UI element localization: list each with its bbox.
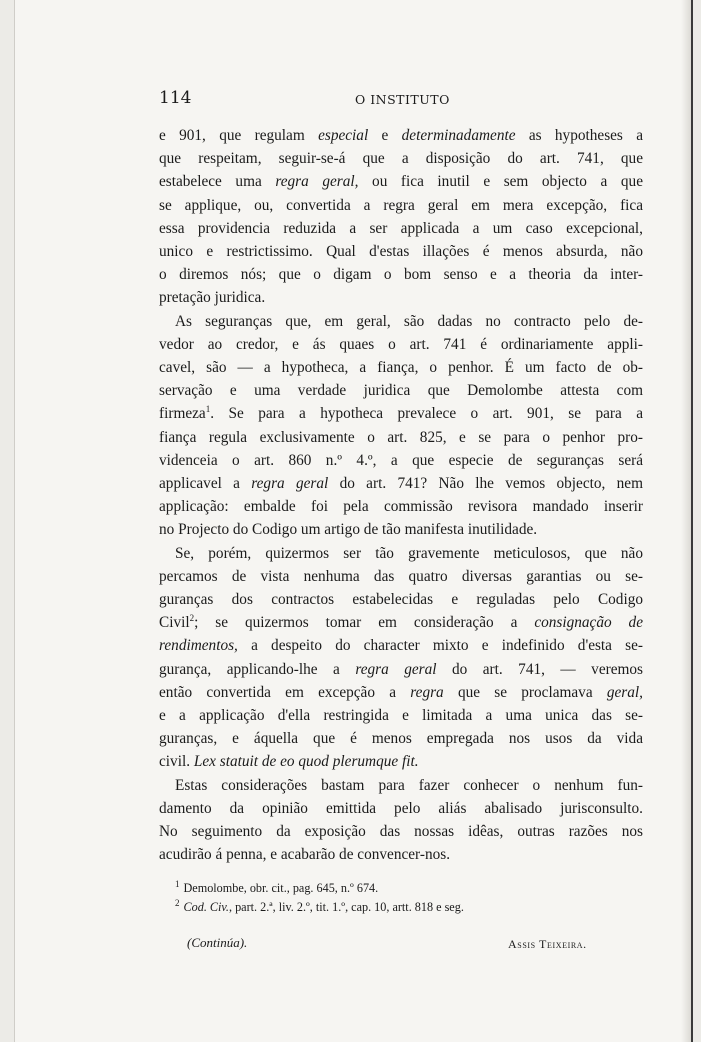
text-run: applicavel a [159,475,252,493]
text-run: as hypotheses a [515,127,644,144]
text-run: vedor ao credor, e ás quaes o art. 741 é ordinariamente appli- [159,335,643,353]
text-line [159,797,643,820]
text-line [159,588,643,611]
running-title: O INSTITUTO [355,92,450,107]
text-run: Demolombe, obr. cit., pag. 645, n.º 674. [183,881,379,895]
text-run: a despeito do character mixto e indefinido d'esta se- [237,637,643,655]
text-run: e 901, que regulam [159,127,319,144]
text-line [159,472,643,495]
text-run: estabelece uma [159,173,276,191]
text-run: videnceia o art. 860 n.º 4.º, a que especie de seguranças será [159,451,643,469]
text-run: no Projecto do Codigo um artigo de tão manifesta inutilidade. [159,521,538,539]
running-head [15,88,691,112]
text-line [159,356,643,379]
text-run: Cod. Civ. [183,900,229,914]
text-run: 1 [205,404,211,415]
text-run: rendimentos, [159,637,238,655]
text-line [159,518,643,541]
text-line [159,449,643,472]
text-run: No seguimento da exposição das nossas idêas, outras razões nos [159,823,643,841]
text-line [159,634,643,657]
text-line [159,217,643,240]
book-page [14,0,693,1042]
text-run: que respeitam, seguir-se-á que a disposição do art. 741, que [159,150,643,168]
text-line [159,240,643,263]
text-run: do art. 741? Não lhe vemos objecto, nem [328,475,643,493]
footnotes [175,879,645,917]
text-line [159,542,643,565]
text-line [159,263,643,286]
text-run: ou fica inutil e sem objecto a que [358,173,643,191]
text-line [159,565,643,588]
text-line [159,820,643,843]
text-run: Estas considerações bastam para fazer conhecer o nenhum fun- [175,776,643,794]
text-run: 2 [189,613,195,624]
text-run: Civil [159,614,190,632]
text-line [159,495,643,518]
author-signature: Assis Teixeira. [508,937,587,951]
text-run: regra [410,683,444,701]
text-run: Lex statuit de eo quod plerumque fit. [193,753,419,771]
text-run: guranças, e áquella que é menos empregada nos usos da vida [159,730,643,748]
text-line [159,750,643,773]
text-run: guranças dos contractos estabelecidas e reguladas pelo Codigo [159,591,643,609]
text-line [159,124,643,147]
body-text [159,124,643,867]
text-run: As seguranças que, em geral, são dadas no contracto pelo de- [175,312,643,330]
text-run: . Se para a hypotheca prevalece o art. 901, se para a [210,405,643,423]
text-line [159,194,643,217]
text-run: ; se quizermos tomar em consideração a [194,614,535,632]
text-line [159,170,643,193]
text-run: cavel, são — a hypotheca, a fiança, o penhor. É um facto de ob- [159,359,643,377]
page-edge-shadow [681,0,691,1042]
text-line [159,147,643,170]
text-line [159,681,643,704]
footnote-mark: 1 [175,878,180,889]
text-run: , part. 2.ª, liv. 2.º, tit. 1.º, cap. 10, artt. 818 e seg. [228,900,464,914]
text-run: consignação de [534,614,643,632]
text-run: civil. [159,753,194,771]
text-run: então convertida em excepção a [159,683,411,701]
text-line [159,704,643,727]
text-line [159,286,643,309]
footnote [175,879,645,898]
text-run: o diremos nós; que o digam o bom senso e a theoria da inter- [159,266,643,284]
text-line [159,727,643,750]
text-run: do art. 741, — veremos [436,660,643,678]
footnote [175,898,645,917]
text-run: e a applicação d'ella restringida e limitada a uma unica das se- [159,707,643,725]
text-run: geral, [606,683,643,701]
page-number: 114 [159,88,192,108]
text-run: gurança, applicando-lhe a [159,660,356,678]
text-run: acudirão á penna, e acabarão de convencer-nos. [159,846,451,864]
text-line [159,426,643,449]
text-run: fiança regula exclusivamente o art. 825, e se para o penhor pro- [159,428,643,446]
text-line [159,310,643,333]
text-run: percamos de vista nenhuma das quatro diversas garantias ou se- [159,567,643,585]
text-run: regra geral [355,660,437,678]
text-run: firmeza [159,405,206,423]
text-run: especial [318,127,369,144]
continua-note: (Continúa). [187,935,248,950]
text-run: unico e restrictissimo. Qual d'estas illações é menos absurda, não [159,243,643,261]
text-run: regra geral [251,475,329,493]
text-run: se applique, ou, convertida a regra geral em mera excepção, fica [159,196,643,214]
text-run: que se proclamava [443,683,607,701]
text-line [159,333,643,356]
text-run: determinadamente [401,127,516,144]
text-line [159,658,643,681]
footnote-mark: 2 [175,897,180,908]
text-line [159,843,643,866]
text-line [159,774,643,797]
signature-row [15,935,691,955]
text-run: servação e uma verdade juridica que Demolombe attesta com [159,382,643,400]
text-run: e [368,127,402,144]
text-line [159,611,643,634]
text-run: applicação: embalde foi pela commissão revisora mandado inserir [159,498,643,516]
text-line [159,402,643,425]
text-run: damento da opinião emittida pelo aliás abalisado jurisconsulto. [159,799,643,817]
text-line [159,379,643,402]
text-run: Se, porém, quizermos ser tão gravemente meticulosos, que não [175,544,643,562]
text-run: pretação juridica. [159,289,266,307]
text-run: essa providencia reduzida a ser applicada a um caso excepcional, [159,219,643,237]
text-run: regra geral, [275,173,359,191]
